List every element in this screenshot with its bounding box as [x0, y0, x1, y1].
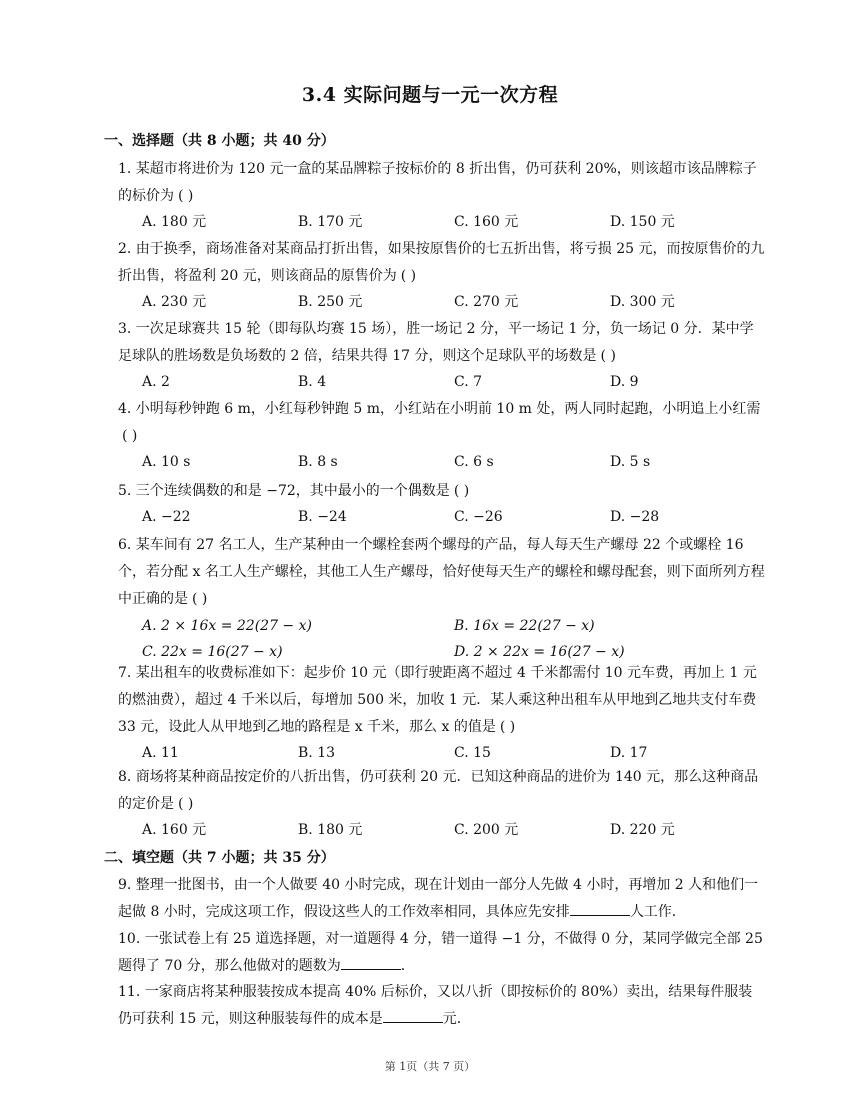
option-a: A. 180 元	[142, 214, 207, 230]
option-c: C. 7	[454, 374, 483, 390]
question-6	[118, 532, 766, 665]
option-c: C. 6 s	[454, 454, 494, 470]
option-d: D. 300 元	[610, 294, 675, 310]
options	[118, 818, 766, 842]
answer-blank[interactable]	[341, 955, 401, 970]
answer-bracket: ( )	[400, 268, 417, 284]
option-b: B. 8 s	[298, 454, 338, 470]
section-heading-choice: 一、选择题（共 8 小题；共 40 分）	[104, 133, 335, 149]
answer-bracket: ( )	[453, 483, 470, 499]
option-d: D. 2 × 22x = 16(27 − x)	[454, 644, 625, 660]
option-a: A. 10 s	[142, 454, 191, 470]
option-d: D. 17	[610, 745, 648, 761]
question-text: 7. 某出租车的收费标准如下：起步价 10 元（即行驶距离不超过 4 千米都需付 10 元车费，再加上 1 元的燃油费），超过 4 千米以后，每增加 500 米，加收 1 元．某人乘这种出租车从甲地到乙地共支付车费 33 元，设此人从甲地到乙地的路程是 x 千米，那么 x 的值是	[118, 665, 757, 735]
question-5	[118, 478, 766, 529]
options	[118, 505, 766, 529]
options	[118, 210, 766, 234]
question-text-end: ．	[400, 958, 415, 974]
option-a: A. 2	[142, 374, 170, 390]
question-4	[118, 396, 766, 474]
option-b: B. −24	[298, 509, 347, 525]
option-d: D. 150 元	[610, 214, 675, 230]
question-9	[118, 872, 766, 926]
option-d: D. 220 元	[610, 822, 675, 838]
options	[118, 613, 766, 665]
question-11	[118, 979, 766, 1033]
section-heading-fill: 二、填空题（共 7 小题；共 35 分）	[104, 850, 335, 866]
question-text: 10. 一张试卷上有 25 道选择题，对一道题得 4 分，错一道得 −1 分，不做得 0 分，某同学做完全部 25 题得了 70 分，那么他做对的题数为	[118, 931, 763, 974]
options	[118, 450, 766, 474]
options	[118, 370, 766, 394]
question-2	[118, 236, 766, 314]
answer-blank[interactable]	[383, 1008, 443, 1023]
answer-bracket: ( )	[122, 428, 138, 444]
question-1	[118, 156, 766, 234]
option-c: C. 270 元	[454, 294, 519, 310]
answer-bracket: ( )	[499, 719, 516, 735]
page-title: 3.4 实际问题与一元一次方程	[301, 84, 559, 106]
answer-bracket: ( )	[178, 796, 194, 812]
option-c: C. 22x = 16(27 − x)	[142, 644, 283, 660]
question-10	[118, 926, 766, 980]
question-8	[118, 764, 766, 842]
question-text: 8. 商场将某种商品按定价的八折出售，仍可获利 20 元．已知这种商品的进价为 140 元，那么这种商品的定价是	[118, 769, 759, 812]
option-c: C. 200 元	[454, 822, 519, 838]
question-text: 2. 由于换季，商场准备对某商品打折出售，如果按原售价的七五折出售，将亏损 25 元，而按原售价的九折出售，将盈利 20 元，则该商品的原售价为	[118, 241, 765, 284]
question-text: 4. 小明每秒钟跑 6 m，小红每秒钟跑 5 m，小红站在小明前 10 m 处，两人同时起跑，小明追上小红需	[118, 401, 761, 417]
option-b: B. 16x = 22(27 − x)	[454, 618, 595, 634]
answer-blank[interactable]	[570, 901, 630, 916]
option-a: A. 160 元	[142, 822, 207, 838]
options	[118, 741, 766, 765]
question-text-end: 元．	[442, 1011, 471, 1027]
option-d: D. 9	[610, 374, 639, 390]
question-text: 3. 一次足球赛共 15 轮（即每队均赛 15 场），胜一场记 2 分，平一场记 1 分，负一场记 0 分．某中学足球队的胜场数是负场数的 2 倍，结果共得 17 分，则这个足球队平的场数是	[118, 321, 754, 364]
answer-bracket: ( )	[192, 591, 208, 607]
answer-bracket: ( )	[600, 348, 616, 364]
question-text: 6. 某车间有 27 名工人，生产某种由一个螺栓套两个螺母的产品，每人每天生产螺母 22 个或螺栓 16 个，若分配 x 名工人生产螺栓，其他工人生产螺母，恰好使每天生产的螺栓和螺母配套，则下面所列方程中正确的是	[118, 537, 765, 607]
option-a: A. −22	[142, 509, 191, 525]
option-c: C. 160 元	[454, 214, 519, 230]
question-text: 5. 三个连续偶数的和是 −72，其中最小的一个偶数是	[118, 483, 450, 499]
option-c: C. −26	[454, 509, 503, 525]
question-text: 1. 某超市将进价为 120 元一盒的某品牌粽子按标价的 8 折出售，仍可获利 20%，则该超市该品牌粽子的标价为	[118, 161, 757, 204]
option-b: B. 250 元	[298, 294, 363, 310]
option-b: B. 4	[298, 374, 327, 390]
option-d: D. −28	[610, 509, 660, 525]
option-b: B. 170 元	[298, 214, 363, 230]
options	[118, 290, 766, 314]
question-text: 11. 一家商店将某种服装按成本提高 40% 后标价，又以八折（即按标价的 80%）卖出，结果每件服装仍可获利 15 元，则这种服装每件的成本是	[118, 984, 753, 1027]
question-text: 9. 整理一批图书，由一个人做要 40 小时完成，现在计划由一部分人先做 4 小时，再增加 2 人和他们一起做 8 小时，完成这项工作，假设这些人的工作效率相同，具体应先安排	[118, 877, 759, 920]
option-b: B. 13	[298, 745, 336, 761]
question-text-end: 人工作．	[629, 904, 686, 920]
page-footer: 第 1页（共 7 页）	[384, 1060, 476, 1073]
question-7	[118, 660, 766, 765]
option-b: B. 180 元	[298, 822, 363, 838]
option-c: C. 15	[454, 745, 491, 761]
option-a: A. 2 × 16x = 22(27 − x)	[142, 618, 312, 634]
answer-bracket: ( )	[178, 188, 194, 204]
option-a: A. 11	[142, 745, 179, 761]
question-3	[118, 316, 766, 394]
option-a: A. 230 元	[142, 294, 207, 310]
option-d: D. 5 s	[610, 454, 651, 470]
